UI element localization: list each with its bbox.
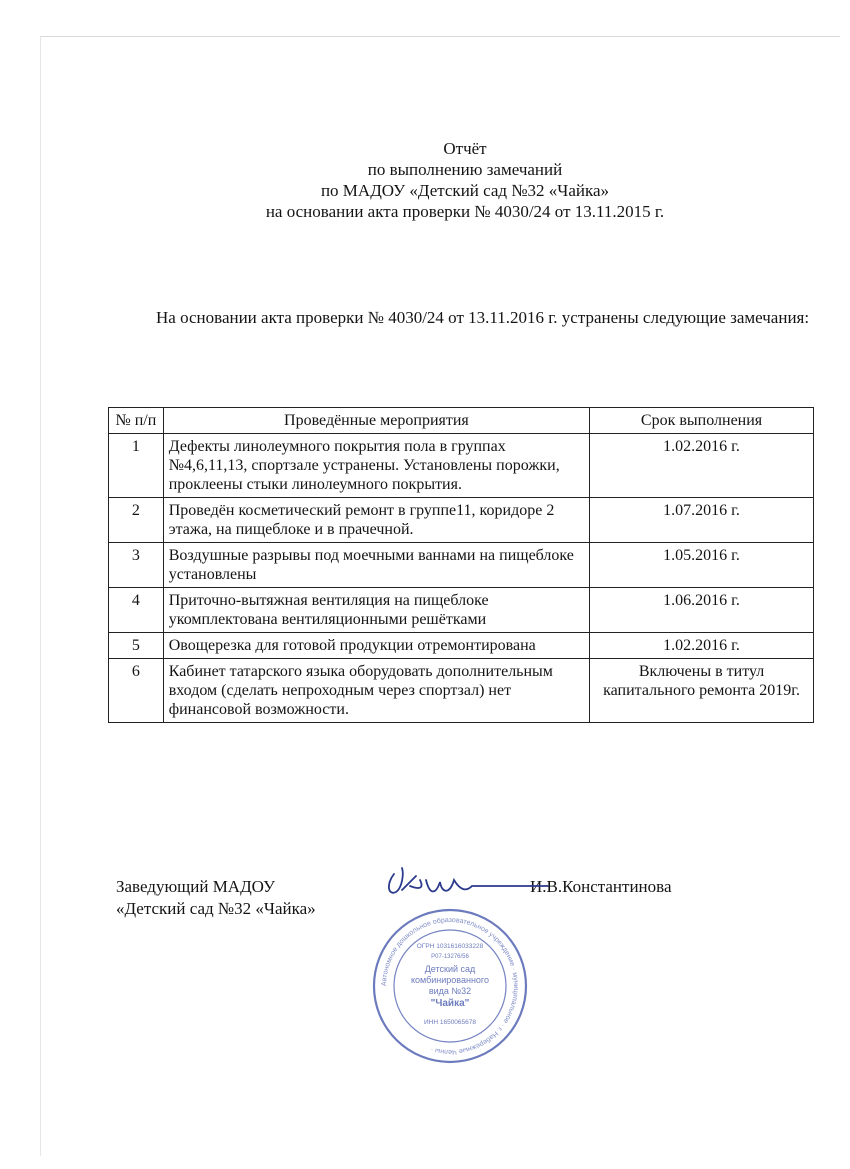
header-num: № п/п (109, 408, 164, 434)
stamp-line-3: вида №32 (428, 986, 472, 996)
row-num: 3 (109, 543, 164, 588)
row-activity: Кабинет татарского языка оборудовать дополнительным входом (сделать непроходным через спортзал) нет финансовой возможности. (163, 659, 589, 723)
stamp-inn: ИНН 1650065678 (423, 1019, 477, 1026)
report-table (108, 407, 814, 723)
title-line-4: на основании акта проверки № 4030/24 от 13.11.2015 г. (265, 202, 665, 221)
row-activity: Проведён косметический ремонт в группе11, коридоре 2 этажа, на пищеблоке и в прачечной. (163, 498, 589, 543)
position-line-2: «Детский сад №32 «Чайка» (116, 899, 316, 918)
table-row (109, 633, 814, 659)
stamp-line-2: комбинированного (410, 975, 490, 985)
intro-paragraph: На основании акта проверки № 4030/24 от 13.11.2016 г. устранены следующие замечания: (156, 308, 810, 327)
table-row (109, 588, 814, 633)
row-num: 6 (109, 659, 164, 723)
row-num: 5 (109, 633, 164, 659)
row-deadline: 1.02.2016 г. (590, 633, 814, 659)
title-line-2: по выполнению замечаний (367, 160, 563, 179)
stamp-reg: Р07-13276/56 (431, 954, 469, 960)
row-activity: Овощерезка для готовой продукции отремонтирована (163, 633, 589, 659)
row-activity: Воздушные разрывы под моечными ваннами на пищеблоке установлены (163, 543, 589, 588)
row-deadline: 1.05.2016 г. (590, 543, 814, 588)
title-line-1: Отчёт (443, 139, 487, 158)
row-deadline: 1.06.2016 г. (590, 588, 814, 633)
handwritten-signature (380, 860, 550, 910)
document-title (0, 138, 850, 222)
header-deadline: Срок выполнения (590, 408, 814, 434)
stamp-line-1: Детский сад (424, 964, 476, 974)
table-header-row (109, 408, 814, 434)
stamp-ogrn: ОГРН 1031616033228 (416, 943, 484, 950)
scan-edge-top (40, 36, 840, 37)
table-row (109, 434, 814, 498)
row-deadline: Включены в титул капитального ремонта 2019г. (590, 659, 814, 723)
row-activity: Дефекты линолеумного покрытия пола в группах №4,6,11,13, спортзале устранены. Установлены порожки, проклеены стыки линолеумного покрытия. (163, 434, 589, 498)
position-line-1: Заведующий МАДОУ (116, 877, 276, 896)
row-num: 4 (109, 588, 164, 633)
table-row (109, 498, 814, 543)
row-num: 1 (109, 434, 164, 498)
row-num: 2 (109, 498, 164, 543)
table-row (109, 659, 814, 723)
row-deadline: 1.02.2016 г. (590, 434, 814, 498)
row-activity: Приточно-вытяжная вентиляция на пищеблоке укомплектована вентиляционными решётками (163, 588, 589, 633)
title-line-3: по МАДОУ «Детский сад №32 «Чайка» (320, 181, 610, 200)
stamp-ring-text: Автономное дошкольное образовательное учреждение · муниципальное · г. Набережные Челны · (380, 916, 520, 1056)
table-row (109, 543, 814, 588)
header-activity: Проведённые мероприятия (163, 408, 589, 434)
row-deadline: 1.07.2016 г. (590, 498, 814, 543)
signatory-name: И.В.Константинова (530, 877, 672, 896)
stamp-line-4: "Чайка" (430, 998, 470, 1009)
official-stamp (370, 906, 530, 1066)
